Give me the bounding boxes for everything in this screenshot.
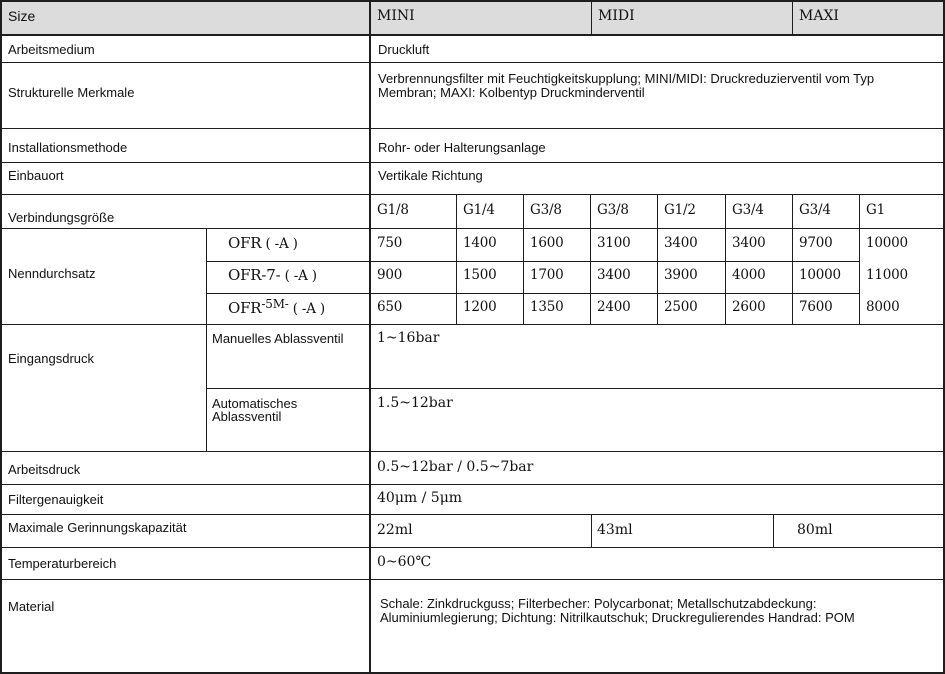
flow-value: 650 bbox=[377, 299, 403, 315]
label-filtergenauigkeit: Filtergenauigkeit bbox=[8, 492, 104, 507]
header-mini: MINI bbox=[377, 8, 415, 24]
model-main: OFR bbox=[228, 234, 262, 252]
flow-value: 10000 bbox=[799, 267, 841, 283]
model-sup: -5M- bbox=[261, 297, 289, 311]
model-main: OFR-7- bbox=[228, 266, 281, 284]
column-divider bbox=[369, 0, 371, 674]
column-divider bbox=[590, 194, 591, 325]
label-automatisches-line1: Automatisches bbox=[212, 396, 298, 411]
flow-value: 3400 bbox=[664, 235, 698, 251]
column-divider bbox=[206, 228, 207, 452]
connection-size: G3/4 bbox=[732, 202, 764, 218]
connection-size: G1/2 bbox=[664, 202, 696, 218]
header-size: Size bbox=[8, 8, 36, 24]
value-gerinnung-midi: 43ml bbox=[597, 522, 633, 538]
label-installationsmethode: Installationsmethode bbox=[8, 140, 128, 155]
flow-value: 3400 bbox=[597, 267, 631, 283]
row-divider bbox=[0, 62, 945, 63]
row-divider bbox=[0, 0, 945, 2]
label-automatisches-line2: Ablassventil bbox=[212, 409, 282, 424]
flow-value: 9700 bbox=[799, 235, 833, 251]
connection-size: G3/8 bbox=[530, 202, 562, 218]
label-einbauort: Einbauort bbox=[8, 168, 64, 183]
flow-value: 3100 bbox=[597, 235, 631, 251]
label-strukturelle-merkmale: Strukturelle Merkmale bbox=[8, 85, 135, 100]
connection-size: G1 bbox=[866, 202, 885, 218]
row-divider bbox=[0, 228, 945, 229]
flow-value: 2600 bbox=[732, 299, 766, 315]
value-strukturelle-line1: Verbrennungsfilter mit Feuchtigkeitskupplung; MINI/MIDI: Druckreduzierventil vom Typ bbox=[378, 71, 875, 86]
flow-value: 1600 bbox=[530, 235, 564, 251]
model-ofr-7 bbox=[228, 268, 317, 284]
column-divider bbox=[657, 194, 658, 325]
flow-value: 7600 bbox=[799, 299, 833, 315]
column-divider bbox=[792, 0, 793, 36]
connection-size: G3/8 bbox=[597, 202, 629, 218]
flow-value: 4000 bbox=[732, 267, 766, 283]
value-temperaturbereich: 0~60℃ bbox=[377, 554, 432, 570]
value-material-line2: Aluminiumlegierung; Dichtung: Nitrilkautschuk; Druckregulierendes Handrad: POM bbox=[380, 610, 855, 625]
label-verbindungsgroesse: Verbindungsgröße bbox=[8, 210, 115, 225]
value-arbeitsmedium: Druckluft bbox=[378, 42, 430, 57]
value-gerinnung-maxi: 80ml bbox=[797, 522, 833, 538]
value-automatisches-ablassventil: 1.5~12bar bbox=[377, 395, 453, 411]
flow-value: 8000 bbox=[866, 299, 900, 315]
value-arbeitsdruck: 0.5~12bar / 0.5~7bar bbox=[377, 459, 534, 475]
flow-value: 1200 bbox=[463, 299, 497, 315]
label-manuelles-ablassventil: Manuelles Ablassventil bbox=[212, 331, 344, 346]
row-divider bbox=[206, 261, 860, 262]
column-divider bbox=[773, 514, 774, 548]
label-temperaturbereich: Temperaturbereich bbox=[8, 556, 117, 571]
row-divider bbox=[0, 579, 945, 580]
flow-value: 1400 bbox=[463, 235, 497, 251]
header-maxi: MAXI bbox=[799, 8, 839, 24]
column-divider bbox=[591, 0, 592, 36]
column-divider bbox=[456, 194, 457, 325]
value-filtergenauigkeit: 40μm / 5μm bbox=[377, 490, 463, 506]
column-divider bbox=[859, 194, 860, 325]
value-gerinnung-mini: 22ml bbox=[377, 522, 413, 538]
column-divider bbox=[0, 0, 2, 674]
connection-size: G1/4 bbox=[463, 202, 495, 218]
value-manuelles-ablassventil: 1~16bar bbox=[377, 330, 440, 346]
value-material-line1: Schale: Zinkdruckguss; Filterbecher: Polycarbonat; Metallschutzabdeckung: bbox=[380, 596, 817, 611]
row-divider bbox=[0, 34, 945, 36]
model-suffix: ( -A ) bbox=[292, 301, 325, 317]
label-nenndurchsatz: Nenndurchsatz bbox=[8, 266, 96, 281]
flow-value: 3900 bbox=[664, 267, 698, 283]
row-divider bbox=[206, 388, 945, 389]
label-arbeitsdruck: Arbeitsdruck bbox=[8, 462, 81, 477]
flow-value: 10000 bbox=[866, 235, 908, 251]
label-arbeitsmedium: Arbeitsmedium bbox=[8, 42, 95, 57]
flow-value: 750 bbox=[377, 235, 403, 251]
label-material: Material bbox=[8, 599, 55, 614]
model-suffix: ( -A ) bbox=[284, 268, 317, 284]
column-divider bbox=[725, 194, 726, 325]
row-divider bbox=[0, 194, 945, 195]
value-installationsmethode: Rohr- oder Halterungsanlage bbox=[378, 140, 546, 155]
model-suffix: ( -A ) bbox=[265, 236, 298, 252]
row-divider bbox=[0, 324, 945, 325]
column-divider bbox=[523, 194, 524, 325]
flow-value: 11000 bbox=[866, 267, 908, 283]
label-gerinnungskapazitaet: Maximale Gerinnungskapazität bbox=[8, 520, 187, 535]
column-divider bbox=[591, 514, 592, 548]
row-divider bbox=[0, 514, 945, 515]
model-ofr bbox=[228, 236, 298, 252]
label-eingangsdruck: Eingangsdruck bbox=[8, 351, 94, 366]
value-einbauort: Vertikale Richtung bbox=[378, 168, 483, 183]
flow-value: 1350 bbox=[530, 299, 564, 315]
flow-value: 900 bbox=[377, 267, 403, 283]
flow-value: 3400 bbox=[732, 235, 766, 251]
flow-value: 1700 bbox=[530, 267, 564, 283]
model-ofr-5m bbox=[228, 297, 325, 317]
connection-size: G3/4 bbox=[799, 202, 831, 218]
row-divider bbox=[206, 293, 860, 294]
row-divider bbox=[0, 484, 945, 485]
column-divider bbox=[792, 194, 793, 325]
row-divider bbox=[0, 547, 945, 548]
row-divider bbox=[0, 451, 945, 452]
connection-size: G1/8 bbox=[377, 202, 409, 218]
header-midi: MIDI bbox=[598, 8, 635, 24]
value-strukturelle-line2: Membran; MAXI: Kolbentyp Druckminderventil bbox=[378, 85, 645, 100]
model-main: OFR bbox=[228, 299, 262, 317]
flow-value: 2500 bbox=[664, 299, 698, 315]
flow-value: 2400 bbox=[597, 299, 631, 315]
flow-value: 1500 bbox=[463, 267, 497, 283]
row-divider bbox=[0, 128, 945, 129]
row-divider bbox=[0, 162, 945, 163]
